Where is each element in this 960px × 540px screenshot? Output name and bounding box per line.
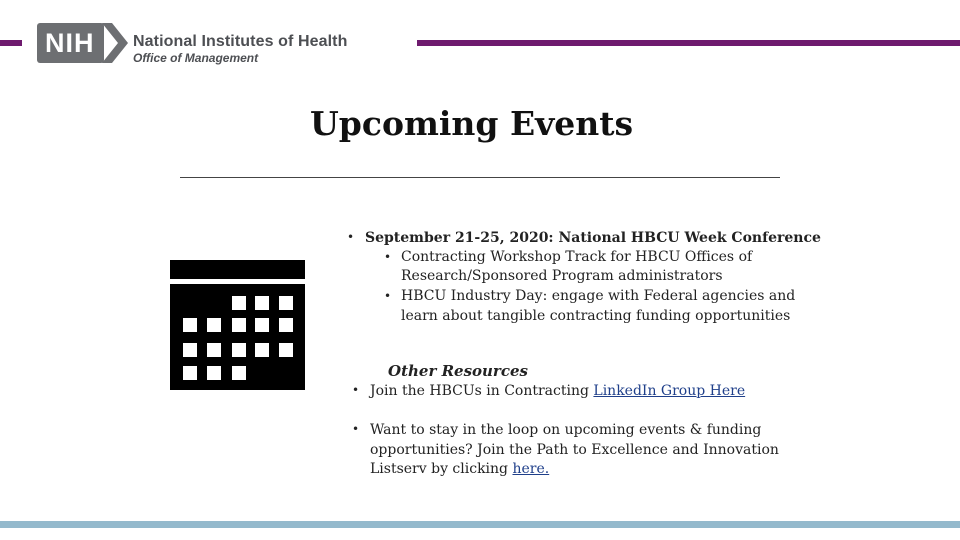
resource-item-listserv bbox=[370, 459, 549, 479]
nih-logo: NIH bbox=[37, 23, 104, 63]
org-name: National Institutes of Health bbox=[133, 33, 348, 50]
resource-item-line: Want to stay in the loop on upcoming events & funding bbox=[370, 422, 762, 438]
event-subitem-line: Contracting Workshop Track for HBCU Offices of bbox=[401, 249, 753, 265]
event-headline: September 21-25, 2020: National HBCU Week Conference bbox=[365, 230, 821, 246]
bullet: • bbox=[352, 422, 360, 436]
linkedin-group-link[interactable]: LinkedIn Group Here bbox=[593, 383, 746, 399]
event-subitem-line: Research/Sponsored Program administrators bbox=[401, 268, 723, 284]
bullet: • bbox=[352, 383, 360, 397]
resource-item-line: opportunities? Join the Path to Excellence and Innovation bbox=[370, 442, 779, 458]
other-resources-heading: Other Resources bbox=[388, 362, 528, 380]
event-subitem-line: HBCU Industry Day: engage with Federal agencies and bbox=[401, 288, 796, 304]
page-title: Upcoming Events bbox=[310, 104, 634, 143]
listserv-link[interactable]: here. bbox=[512, 461, 550, 477]
bullet: • bbox=[384, 289, 392, 303]
bullet: • bbox=[347, 230, 355, 244]
org-subtitle: Office of Management bbox=[133, 51, 259, 65]
bullet: • bbox=[384, 250, 392, 264]
resource-item-linkedin bbox=[370, 381, 745, 401]
resource-item-text: Join the HBCUs in Contracting bbox=[370, 383, 594, 399]
resource-item-text: Listserv by clicking bbox=[370, 461, 513, 477]
event-subitem-line: learn about tangible contracting funding opportunities bbox=[401, 308, 791, 324]
footer-bar bbox=[0, 521, 960, 528]
